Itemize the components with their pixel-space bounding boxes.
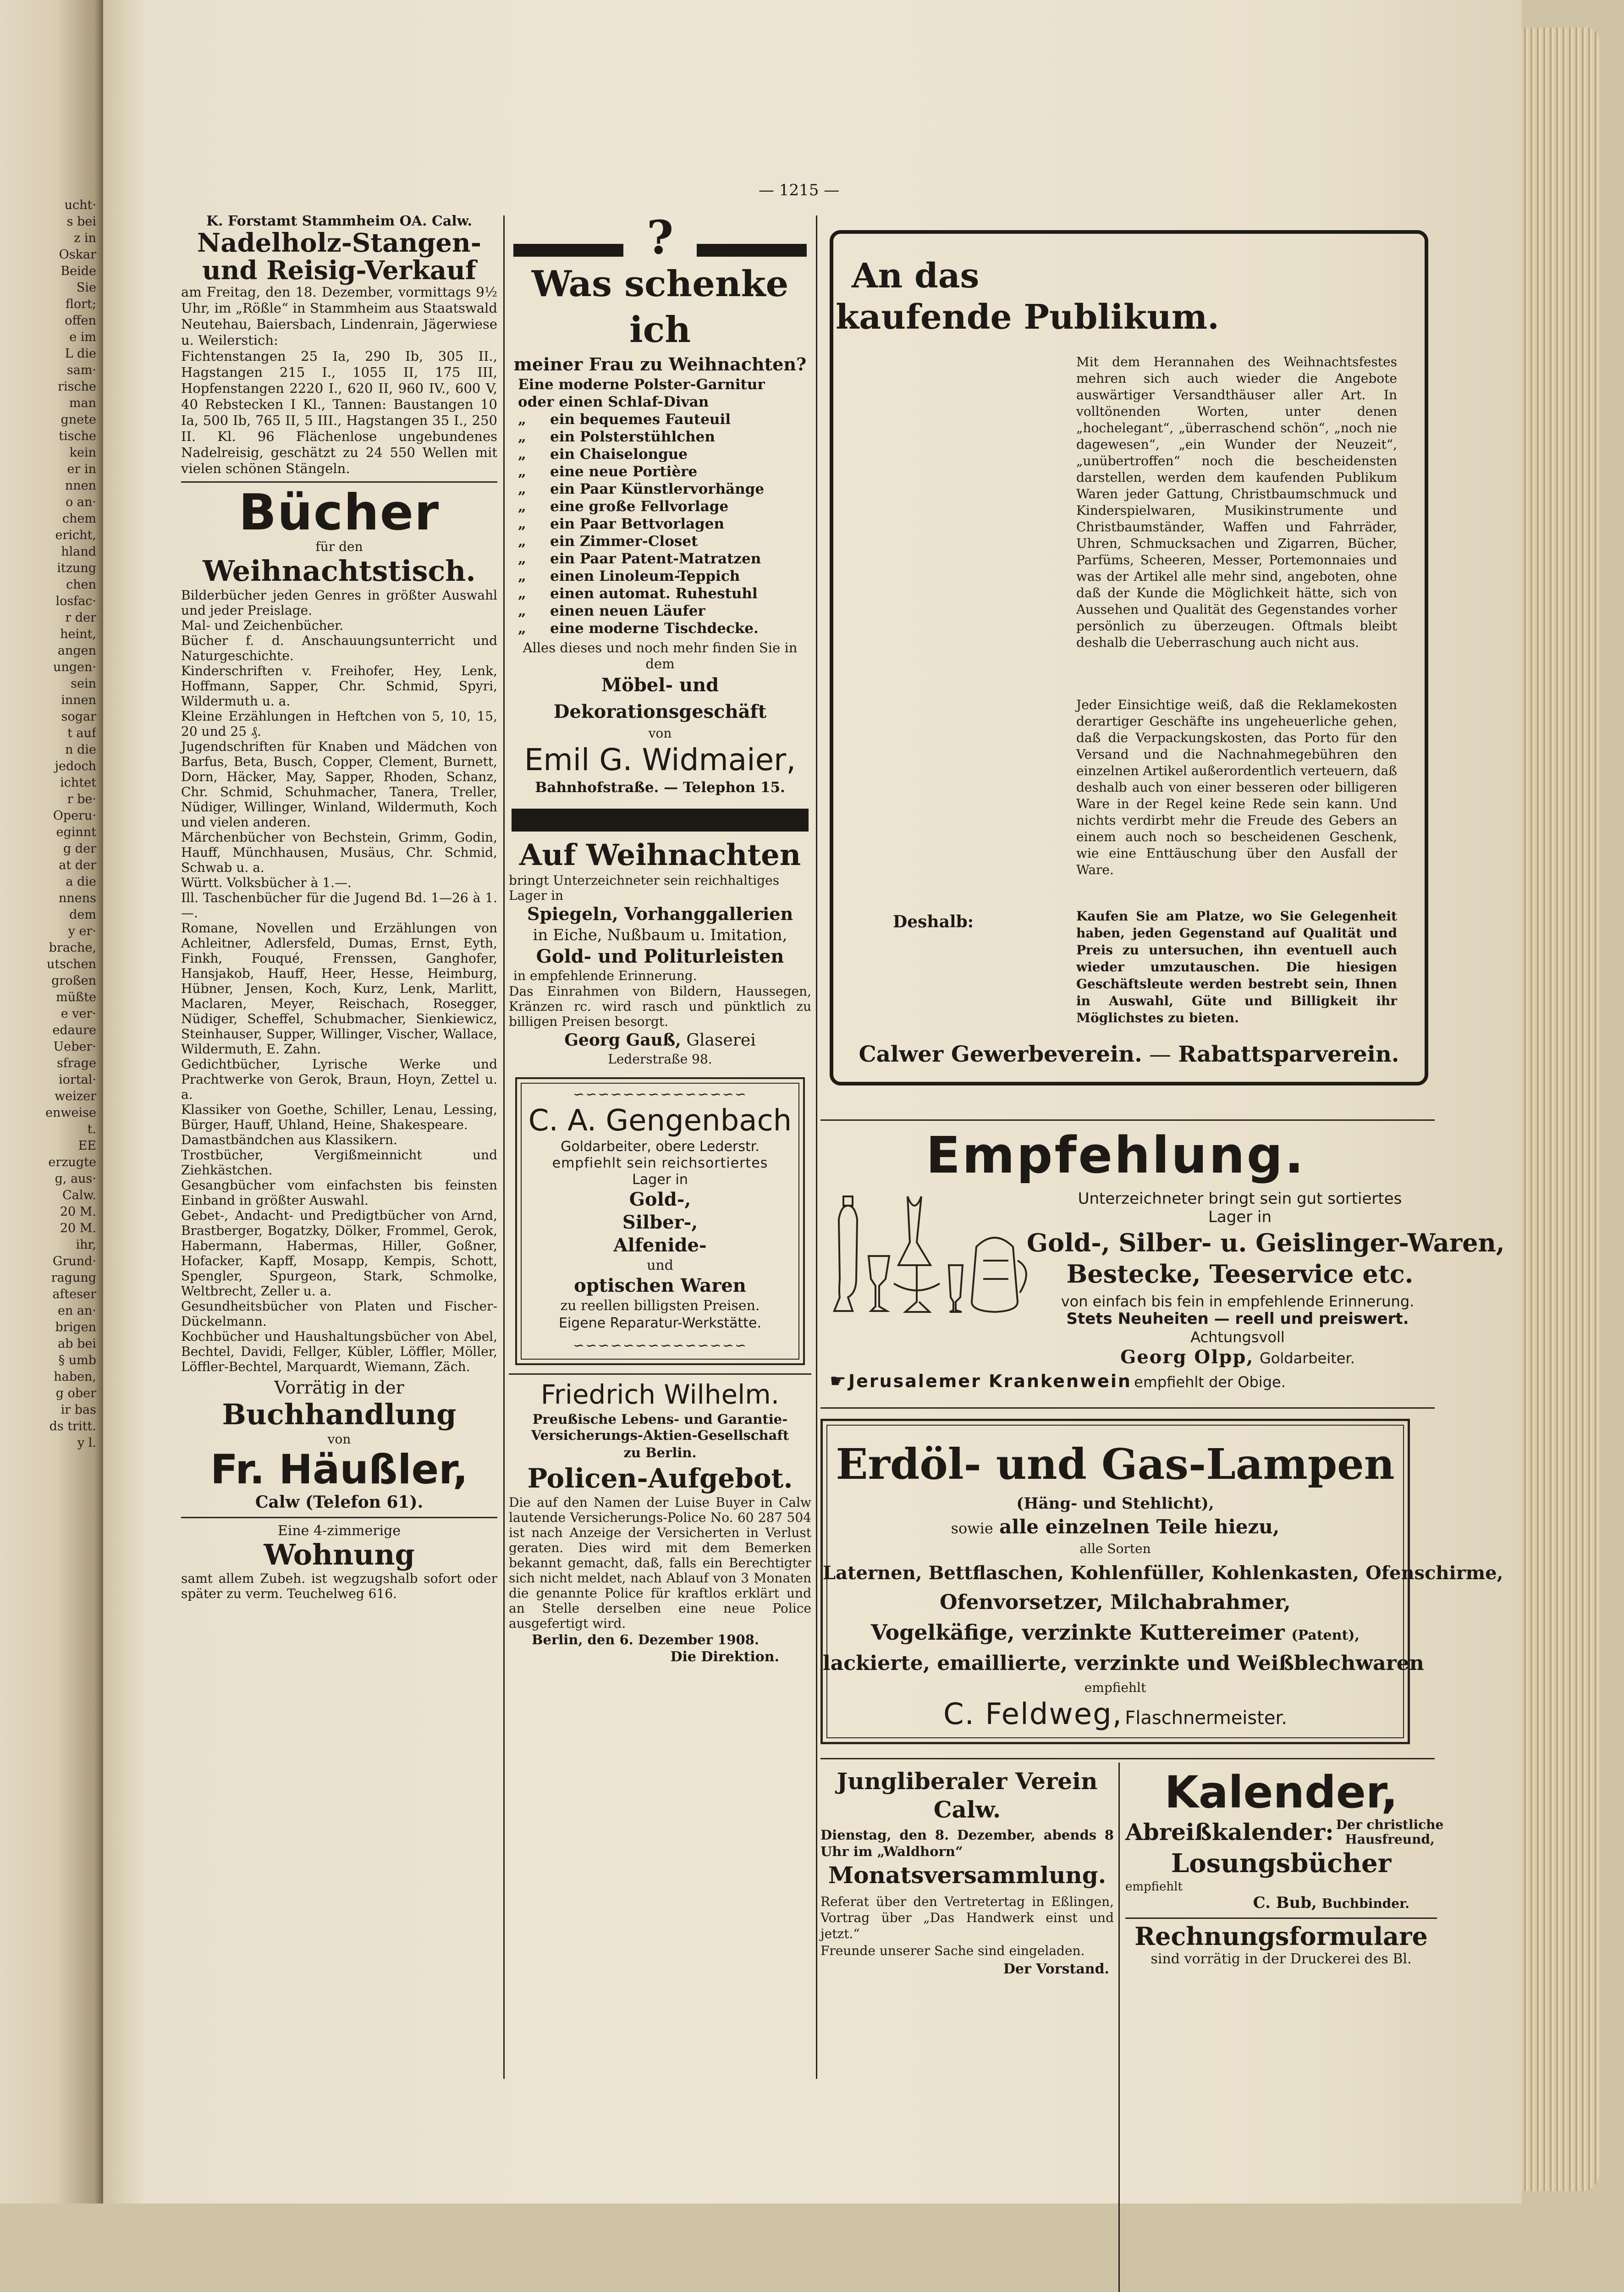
book-item: Gebet-, Andacht- und Predigtbücher von Arnd, Brastberger, Bogatzky, Dölker, Frommel, Gerok, Habermann, Habermas, Hiller, Goßner, Hofacker, Kapff, Mosapp, Kempis, Schott, Spengler, Spurgeon, Stark, Schmolke, Weltbrecht, Zeller u. a. [181, 1208, 497, 1299]
schenke-item-label: ein Paar Künstlervorhänge [550, 481, 765, 497]
empfehlung-line3: Gold-, Silber- u. Geislinger-Waren, [1027, 1228, 1505, 1257]
gutter-line: losfac· [55, 594, 96, 608]
gutter-line: rische [58, 380, 96, 394]
wein-name: Jerusalemer Krankenwein [848, 1371, 1132, 1391]
gutter-line: a die [66, 875, 96, 889]
lampen-line1 [823, 1515, 1408, 1540]
gengenbach-gold: Gold-, [629, 1189, 691, 1210]
schenke-item-label: ein Paar Bettvorlagen [550, 516, 724, 532]
gutter-line: heint, [60, 627, 96, 641]
forst-title-1: Nadelholz-Stangen- [197, 228, 481, 258]
schenke-item [509, 550, 811, 567]
verein-title2: Monatsversammlung. [828, 1862, 1107, 1889]
kalender-abreiss: Abreißkalender: [1125, 1818, 1334, 1846]
lampen-title: Erdöl- und Gas-Lampen [836, 1439, 1395, 1489]
wohnung-line2: samt allem Zubeh. ist wegzugshalb sofort oder später zu verm. Teuchelweg 616. [181, 1571, 497, 1601]
publikum-title-1: An das [852, 256, 980, 296]
gutter-line: großen [51, 974, 96, 988]
book-item: Gesangbücher vom einfachsten bis feinsten Einband in größter Auswahl. [181, 1178, 497, 1208]
gutter-line: s bei [66, 215, 96, 229]
gutter-line: Grund· [52, 1254, 96, 1268]
lampen-line5b: (Patent), [1291, 1627, 1360, 1643]
gutter-line: n die [65, 743, 96, 757]
lampen-line3: Laternen, Bettflaschen, Kohlenfüller, Kohlenkasten, Ofenschirme, [823, 1562, 1503, 1584]
schenke-item-label: ein Chaiselongue [550, 446, 688, 463]
gutter-line: afteser [52, 1287, 96, 1301]
book-item: Mal- und Zeichenbücher. [181, 618, 344, 633]
schenke-item-label: ein Polsterstühlchen [550, 429, 715, 445]
empfehlung-line2: Lager in [1208, 1208, 1272, 1226]
book-item: Kleine Erzählungen in Heftchen von 5, 10, 15, 20 und 25 ₰. [181, 709, 497, 739]
empfehlung-line7: Achtungsvoll [1190, 1328, 1285, 1346]
schenke-list [509, 411, 811, 637]
schenke-item [509, 620, 811, 637]
ditto-mark: „ [518, 551, 526, 567]
friedrich-title: Policen-Aufgebot. [527, 1463, 793, 1494]
book-item: Bücher f. d. Anschauungsunterricht und Naturgeschichte. [181, 633, 497, 663]
gutter-line: y l. [77, 1436, 96, 1450]
ditto-mark: „ [518, 568, 526, 584]
gutter-line: t auf [67, 726, 96, 740]
weihnachten-line5: in empfehlende Erinnerung. [513, 968, 697, 983]
kalender-abreiss-row [1125, 1817, 1444, 1847]
gutter-line: Ueber· [53, 1040, 96, 1054]
gutter-line: müßte [56, 990, 96, 1004]
weihnachten-sign [509, 1029, 811, 1052]
empfehlung-line1: Unterzeichneter bringt sein gut sortiertes [1078, 1190, 1402, 1208]
gutter-line: L die [65, 347, 96, 361]
gutter-line: ichtet [60, 776, 96, 790]
gutter-text [0, 197, 96, 1451]
empfehlung-job: Goldarbeiter. [1260, 1350, 1355, 1367]
lampen-box [820, 1419, 1503, 1744]
schenke-text: Alles dieses und noch mehr finden Sie in dem [523, 640, 798, 672]
publikum-text-2: Jeder Einsichtige weiß, daß die Reklamekosten derartiger Geschäfte ins ungeheuerliche gehen, daß die Verpackungskosten, das Porto für den Versand und die Nachnahmegebühren den einzelnen Artikel außerordentlich verteuern, daß deshalb auch von einer besseren oder billigeren Ware in der Regel keine Rede sein kann. Und nichts verdirbt mehr die Freude des Gebers an einem auch noch so bescheidenen Geschenk, wie eine Enttäuschung über den Ausfall der Ware. [1076, 697, 1397, 877]
book-item: Damastbändchen aus Klassikern. [181, 1132, 397, 1147]
ditto-mark: „ [518, 516, 526, 532]
buecher-buchhandlung: Buchhandlung [222, 1398, 457, 1431]
weihnachten-name: Georg Gauß, [564, 1030, 681, 1050]
gutter-line: er in [67, 462, 96, 476]
ditto-mark: „ [518, 498, 526, 515]
book-item: Trostbücher, Vergißmeinnicht und Ziehkästchen. [181, 1147, 497, 1178]
gutter-line: weizer [55, 1089, 96, 1103]
ditto-mark: „ [518, 446, 526, 463]
gutter-page [0, 0, 103, 2204]
gutter-line: chem [62, 512, 96, 526]
publikum-text-3: Kaufen Sie am Platze, wo Sie Gelegenheit haben, jeden Gegenstand auf Qualität und Preis zu untersuchen, ihn eventuell auch wieder umzutauschen. Die hiesigen Geschäftsleute werden bestrebt sein, Ihnen in Auswahl, Güte und Billigkeit ihr Möglichstes zu bieten. [1076, 909, 1397, 1025]
divider [820, 1758, 1435, 1759]
lampen-sign [823, 1698, 1408, 1738]
buecher-firm: Fr. Häußler, [210, 1446, 468, 1493]
kalender-title: Kalender, [1164, 1767, 1398, 1818]
gutter-line: tische [59, 429, 96, 443]
gutter-line: y er· [68, 924, 96, 938]
empfehlung-name: Georg Olpp, [1120, 1346, 1254, 1368]
schenke-item [509, 428, 811, 446]
friedrich-sign: Die Direktion. [670, 1649, 779, 1665]
empfehlung-title: Empfehlung. [926, 1126, 1306, 1185]
gutter-line: en an· [57, 1304, 96, 1318]
friedrich-sub3: zu Berlin. [623, 1445, 697, 1460]
gutter-line: haben, [54, 1370, 96, 1384]
gutter-line: enweise [45, 1106, 96, 1120]
gutter-line: flort; [65, 297, 96, 311]
weihnachten-line2: Spiegeln, Vorhanggallerien [527, 904, 793, 924]
gutter-line: EE [78, 1139, 96, 1153]
gengenbach-inner [521, 1083, 799, 1360]
schenke-first: Eine moderne Polster-Garnitur [518, 376, 765, 393]
forst-head: K. Forstamt Stammheim OA. Calw. [206, 213, 472, 229]
divider [820, 1119, 1435, 1121]
ditto-mark: „ [518, 585, 526, 602]
book-item: Ill. Taschenbücher für die Jugend Bd. 1—26 à 1.—. [181, 890, 497, 920]
gutter-line: man [69, 396, 96, 410]
gutter-line: brigen [55, 1320, 96, 1334]
gengenbach-line5: Eigene Reparatur-Werkstätte. [558, 1315, 762, 1331]
book-item: Bilderbücher jeden Genres in größter Auswahl und jeder Preislage. [181, 588, 497, 618]
ditto-mark: „ [518, 533, 526, 550]
book-item: Württ. Volksbücher à 1.—. [181, 875, 352, 890]
publikum-sign-1: Calwer Gewerbeverein. [859, 1041, 1142, 1067]
schenke-geschaeft: Möbel- und Dekorationsgeschäft [553, 674, 767, 722]
verein-text3: Freunde unserer Sache sind eingeladen. [820, 1943, 1085, 1958]
schenke-item [509, 411, 811, 428]
goblets-illustration [825, 1187, 1040, 1320]
ditto-mark: „ [518, 603, 526, 619]
gutter-line: erzugte [48, 1155, 96, 1169]
book-item: Kinderschriften v. Freihofer, Hey, Lenk, Hoffmann, Sapper, Chr. Schmid, Spyri, Wildermuth u. a. [181, 663, 497, 709]
gengenbach-line1: Goldarbeiter, obere Lederstr. [561, 1139, 760, 1155]
gutter-line: Calw. [62, 1188, 96, 1202]
schenke-item [509, 567, 811, 585]
gutter-line: jedoch [55, 759, 96, 773]
friedrich-date: Berlin, den 6. Dezember 1908. [532, 1632, 759, 1647]
friedrich-text: Die auf den Namen der Luise Buyer in Calw lautende Versicherungs-Police No. 60 287 504 ist nach Anzeige der Versicherten in Verlust geraten. Dies wird mit dem Bemerken bekannt gemacht, daß, falls ein Berechtigter sich nicht meldet, nach Ablauf von 3 Monaten die genannte Police für kraftlos erklärt und an Stelle derselben eine neue Police ausgefertigt wird. [509, 1495, 811, 1631]
lampen-line4: Ofenvorsetzer, Milchabrahmer, [940, 1591, 1291, 1614]
schenke-item-label: einen automat. Ruhestuhl [550, 585, 758, 602]
book-item: Gesundheitsbücher von Platen und Fischer-Dückelmann. [181, 1299, 497, 1329]
gengenbach-box [515, 1077, 805, 1365]
schenke-item-label: einen Linoleum-Teppich [550, 568, 740, 584]
publikum-sign-2: Rabattsparverein. [1178, 1041, 1399, 1067]
ditto-mark: „ [518, 429, 526, 445]
gutter-line: g, aus· [55, 1172, 96, 1186]
verein-ad [820, 1767, 1114, 2292]
book-item: Märchenbücher von Bechstein, Grimm, Godin, Hauff, Münchhausen, Musäus, Chr. Schmid, Schwab u. a. [181, 830, 497, 875]
schenke-item [509, 480, 811, 498]
wein-line [830, 1371, 1439, 1392]
publikum-box [830, 230, 1428, 1085]
kalender-ad [1125, 1767, 1444, 2292]
gutter-line: utschen [47, 957, 96, 971]
gutter-line: innen [61, 693, 96, 707]
gutter-line: nnens [58, 891, 96, 905]
gutter-line: edaure [52, 1023, 96, 1037]
gutter-line: r be· [67, 792, 96, 806]
banner-bar-right [697, 244, 807, 257]
gengenbach-silber: Silber-, [622, 1212, 698, 1233]
schenke-item [509, 446, 811, 463]
empfehlung-line4: Bestecke, Teeservice etc. [1066, 1259, 1414, 1289]
buecher-title-2: Weihnachtstisch. [203, 554, 476, 588]
gutter-line: ungen· [53, 660, 96, 674]
schenke-item-label: eine neue Portière [550, 463, 698, 480]
weihnachten-text1: bringt Unterzeichneter sein reichhaltiges Lager in [509, 873, 780, 903]
banner-bar-left [513, 244, 623, 257]
empfehlung-line6: Stets Neuheiten — reell und preiswert. [1066, 1310, 1409, 1328]
kalender-job: Buchbinder. [1321, 1896, 1409, 1911]
book-item: Kochbücher und Haushaltungsbücher von Abel, Bechtel, Davidi, Fellger, Kübler, Löffler, Möller, Löffler-Bechtel, Marquardt, Wiemann, Zäch. [181, 1329, 497, 1374]
buecher-von: von [327, 1432, 351, 1447]
kalender-sign [1125, 1894, 1437, 1913]
gutter-line: ir bas [61, 1403, 96, 1417]
verein-text2: Referat über den Vertretertag in Eßlingen, Vortrag über „Das Handwerk einst und jetzt.“ [820, 1894, 1114, 1941]
divider [181, 1517, 497, 1518]
book-item: Klassiker von Goethe, Schiller, Lenau, Lessing, Bürger, Hauff, Uhland, Heine, Shakespeare. [181, 1102, 497, 1132]
lampen-line2: alle Sorten [1079, 1541, 1151, 1556]
weihnachten-title: Auf Weihnachten [519, 838, 801, 872]
kalender-der [1336, 1818, 1444, 1847]
gutter-line: brache, [49, 941, 96, 955]
gutter-line: o an· [66, 495, 96, 509]
gutter-line: dem [69, 908, 96, 922]
gutter-line: Beide [61, 264, 96, 278]
friedrich-sub1: Preußische Lebens- und Garantie- [532, 1411, 788, 1427]
pointing-hand-icon: ☛ [830, 1371, 846, 1392]
publikum-title-2: kaufende Publikum. [836, 298, 1219, 337]
gutter-line: angen [57, 644, 96, 658]
divider [509, 1373, 811, 1375]
empfehlung-sign [1031, 1347, 1444, 1369]
gutter-line: sam· [66, 363, 96, 377]
gutter-line: r der [65, 611, 96, 625]
page-number: — 1215 — [759, 181, 840, 199]
rechnung-title: Rechnungsformulare [1134, 1922, 1428, 1951]
gutter-line: sfrage [56, 1056, 96, 1070]
schenke-item-label: ein Zimmer-Closet [550, 533, 698, 550]
gutter-line: kein [69, 446, 96, 460]
gutter-line: § umb [58, 1353, 96, 1367]
kalender-empf: empfiehlt [1125, 1880, 1183, 1894]
schenke-title: Was schenke ich [531, 263, 789, 351]
schenke-second: oder einen Schlaf-Divan [518, 394, 709, 410]
schenke-item-label: eine moderne Tischdecke. [550, 620, 759, 637]
weihnachten-job: Glaserei [686, 1031, 756, 1050]
gutter-line: nnen [65, 479, 96, 493]
kalender-name: C. Bub, [1253, 1894, 1317, 1912]
black-bar [512, 809, 809, 832]
gutter-line: e ver· [61, 1007, 96, 1021]
gutter-line: ab bei [58, 1337, 96, 1351]
publikum-sign [833, 1041, 1425, 1068]
question-mark: ? [646, 210, 674, 264]
gutter-line: Sie [76, 281, 96, 295]
friedrich-sub2: Versicherungs-Aktien-Gesellschaft [531, 1427, 789, 1443]
gutter-line: g ober [55, 1386, 96, 1400]
wohnung-line1: Eine 4-zimmerige [277, 1523, 401, 1539]
weihnachten-addr: Lederstraße 98. [608, 1052, 712, 1067]
book-item: Romane, Novellen und Erzählungen von Achleitner, Adlersfeld, Dumas, Ernst, Eyth, Finkh, Fouqué, Frenssen, Ganghofer, Hansjakob, Hauff, Heer, Hesse, Heimburg, Hübner, Jensen, Koch, Kurz, Lenk, Marlitt, Maclaren, Meyer, Reischach, Rosegger, Nüdiger, Scheffel, Schubmacher, Sienkiewicz, Steinhauser, Supper, Willinger, Vischer, Wallace, Wildermuth, E. Zahn. [181, 920, 497, 1057]
kalender-der1: Der christliche [1336, 1817, 1444, 1832]
schenke-item [509, 515, 811, 533]
weihnachten-text2: Das Einrahmen von Bildern, Haussegen, Kränzen rc. wird rasch und pünktlich zu billigen Preisen besorgt. [509, 984, 811, 1029]
gutter-line: ds tritt. [49, 1419, 96, 1433]
lampen-line6: lackierte, emaillierte, verzinkte und Weißblechwaren [823, 1652, 1424, 1675]
ditto-mark: „ [518, 463, 526, 480]
schenke-item [509, 533, 811, 550]
column-rule [1118, 1763, 1120, 2292]
weihnachten-line3: in Eiche, Nußbaum u. Imitation, [533, 926, 787, 944]
forst-text-1: am Freitag, den 18. Dezember, vormittags 9½ Uhr, im „Rößle“ in Stammheim aus Staatswald Neutehau, Baiersbach, Lindenrain, Jägerwiese u. Weilerstich: [181, 284, 497, 348]
wein-tail: empfiehlt der Obige. [1134, 1373, 1286, 1391]
schenke-item [509, 602, 811, 620]
book-item: Jugendschriften für Knaben und Mädchen von Barfus, Beta, Busch, Copper, Clement, Burnett, Dorn, Häcker, May, Sapper, Rhoden, Schanz, Chr. Schmid, Schuhmacher, Tanera, Treller, Nüdiger, Willinger, Winland, Wildermuth, Koch und vielen anderen. [181, 739, 497, 830]
ornament-top: ∽∽∽∽∽∽∽∽∽∽∽∽∽∽ [573, 1086, 747, 1102]
column-2 [509, 210, 811, 1666]
lampen-line5 [823, 1619, 1408, 1649]
wohnung-title: Wohnung [264, 1538, 415, 1571]
empfehlung-ad [820, 1126, 1505, 1392]
page-edges [1522, 28, 1600, 2191]
schenke-sub: meiner Frau zu Weihnachten? [513, 354, 807, 375]
gutter-line: eginnt [56, 825, 96, 839]
gengenbach-optischen: optischen Waren [574, 1275, 746, 1296]
schenke-von: von [648, 726, 672, 741]
ditto-mark: „ [518, 411, 526, 428]
gutter-line: e im [69, 330, 96, 344]
buecher-calw: Calw (Telefon 61). [255, 1493, 424, 1512]
gutter-line: ericht, [55, 528, 96, 542]
gutter-line: t. [87, 1122, 96, 1136]
gengenbach-line2: empfiehlt sein reichsortiertes [552, 1155, 768, 1171]
empfehlung-line5: von einfach bis fein in empfehlende Erinnerung. [1061, 1293, 1415, 1310]
ditto-mark: „ [518, 481, 526, 497]
gutter-line: at der [59, 858, 96, 872]
lampen-line5a: Vogelkäfige, verzinkte Kuttereimer [871, 1620, 1285, 1645]
gutter-line: Operu· [53, 809, 96, 823]
kalender-losung: Losungsbücher [1171, 1848, 1392, 1879]
forst-text-2: Fichtenstangen 25 Ia, 290 Ib, 305 II., Hagstangen 215 I., 1055 II, 175 III, Hopfenstangen 2220 I., 620 II, 960 IV., 600 V, 40 Rebstecken I Kl., Tannen: Baustangen 10 Ia, 500 Ib, 765 II, 5 III., Hagstangen 35 I., 250 II. Kl. 96 Flächenlose ungebundenes Nadelreisig, geschätzt zu 24 550 Wellen mit vielen schönen Stängeln. [181, 348, 497, 476]
forst-title-2: und Reisig-Verkauf [202, 255, 476, 286]
gutter-line: sogar [61, 710, 96, 724]
buecher-vorraetig: Vorrätig in der [274, 1377, 404, 1398]
gengenbach-line4: zu reellen billigsten Preisen. [560, 1298, 760, 1314]
schenke-item-label: einen neuen Läufer [550, 603, 705, 619]
gutter-line: 20 M. [60, 1205, 96, 1219]
verein-sign: Der Vorstand. [1003, 1961, 1109, 1977]
book-item: Gedichtbücher, Lyrische Werke und Prachtwerke von Gerok, Braun, Hoyn, Zettel u. a. [181, 1057, 497, 1102]
gengenbach-line3: Lager in [632, 1172, 688, 1188]
friedrich-name: Friedrich Wilhelm. [540, 1379, 780, 1410]
gutter-line: chen [66, 578, 96, 592]
gengenbach-alfenide: Alfenide- [613, 1234, 707, 1256]
lampen-name: C. Feldweg, [943, 1697, 1123, 1731]
lampen-job: Flaschnermeister. [1125, 1708, 1288, 1729]
gengenbach-und: und [647, 1257, 673, 1273]
gengenbach-name: C. A. Gengenbach [528, 1104, 792, 1138]
gutter-line: offen [65, 314, 96, 328]
gutter-line: 20 M. [60, 1221, 96, 1235]
ditto-mark: „ [518, 620, 526, 637]
schenke-item [509, 463, 811, 480]
gutter-line: hland [61, 545, 96, 559]
divider [820, 1407, 1435, 1409]
gutter-line: iortal· [59, 1073, 96, 1087]
verein-text1: Dienstag, den 8. Dezember, abends 8 Uhr im „Waldhorn“ [820, 1827, 1114, 1859]
schenke-item-label: eine große Fellvorlage [550, 498, 729, 515]
verein-title: Jungliberaler Verein Calw. [837, 1768, 1098, 1823]
lampen-sub: (Häng- und Stehlicht), [1016, 1494, 1214, 1513]
lampen-line1a: sowie [951, 1520, 993, 1537]
schenke-name: Emil G. Widmaier, [524, 742, 796, 777]
gutter-line: itzung [57, 561, 96, 575]
gutter-line: g der [63, 842, 96, 856]
divider [181, 481, 497, 483]
buecher-title: Bücher [238, 484, 440, 541]
column-rule [503, 215, 505, 2079]
column-rule [816, 215, 817, 2079]
publikum-text-1: Mit dem Herannahen des Weihnachtsfestes mehren sich auch wieder die Angebote auswärtiger Versandthäuser aller Art. In volltönenden Worten, unter denen „hochelegant“, „überraschend schön“, „noch nie dagewesen“, „ein Wunder der Neuzeit“, „unübertroffen“ noch die bescheidensten darstellen, werden dem kaufenden Publikum Waren jeder Gattung, Christbaumschmuck und Kinderspielwaren, Musikinstrumente und Christbaumständer, Waffen und Fahrräder, Uhren, Schmucksachen und Zigarren, Bücher, Parfüms, Scheeren, Messer, Portemonnaies und was der Artikel alle mehr sind, angeboten, ohne daß der Kunde die Möglichkeit hätte, sich von Aussehen und Qualität des Gegenstandes vorher persönlich zu überzeugen. Oftmals bleibt deshalb die Ueberraschung auch nicht aus. [1076, 354, 1397, 650]
schenke-addr: Bahnhofstraße. — Telephon 15. [535, 779, 785, 796]
kalender-der2: Hausfreund, [1345, 1832, 1435, 1847]
book-list [181, 588, 497, 1374]
gutter-line: ucht· [64, 198, 96, 212]
weihnachten-line4: Gold- und Politurleisten [536, 946, 784, 967]
gutter-line: ragung [51, 1271, 96, 1285]
schenke-item [509, 498, 811, 515]
column-1 [181, 213, 497, 1601]
schenke-item-label: ein Paar Patent-Matratzen [550, 551, 761, 567]
schenke-item-label: ein bequemes Fauteuil [550, 411, 731, 428]
lampen-line1b: alle einzelnen Teile hiezu, [999, 1515, 1280, 1538]
buecher-sub: für den [315, 539, 363, 554]
gutter-line: z in [74, 231, 96, 245]
schenke-item [509, 585, 811, 602]
gutter-line: sein [71, 677, 96, 691]
publikum-deshalb: Deshalb: [893, 912, 974, 931]
gutter-line: gnete [61, 413, 96, 427]
qmark-banner [509, 210, 811, 264]
ornament-bottom: ∽∽∽∽∽∽∽∽∽∽∽∽∽∽ [573, 1338, 747, 1354]
divider [1125, 1917, 1437, 1919]
rechnung-text: sind vorrätig in der Druckerei des Bl. [1151, 1951, 1412, 1967]
gutter-line: ihr, [76, 1238, 96, 1252]
gutter-line: Oskar [59, 248, 96, 262]
publikum-dash: — [1149, 1041, 1172, 1067]
lampen-line7: empfiehlt [1084, 1680, 1146, 1695]
